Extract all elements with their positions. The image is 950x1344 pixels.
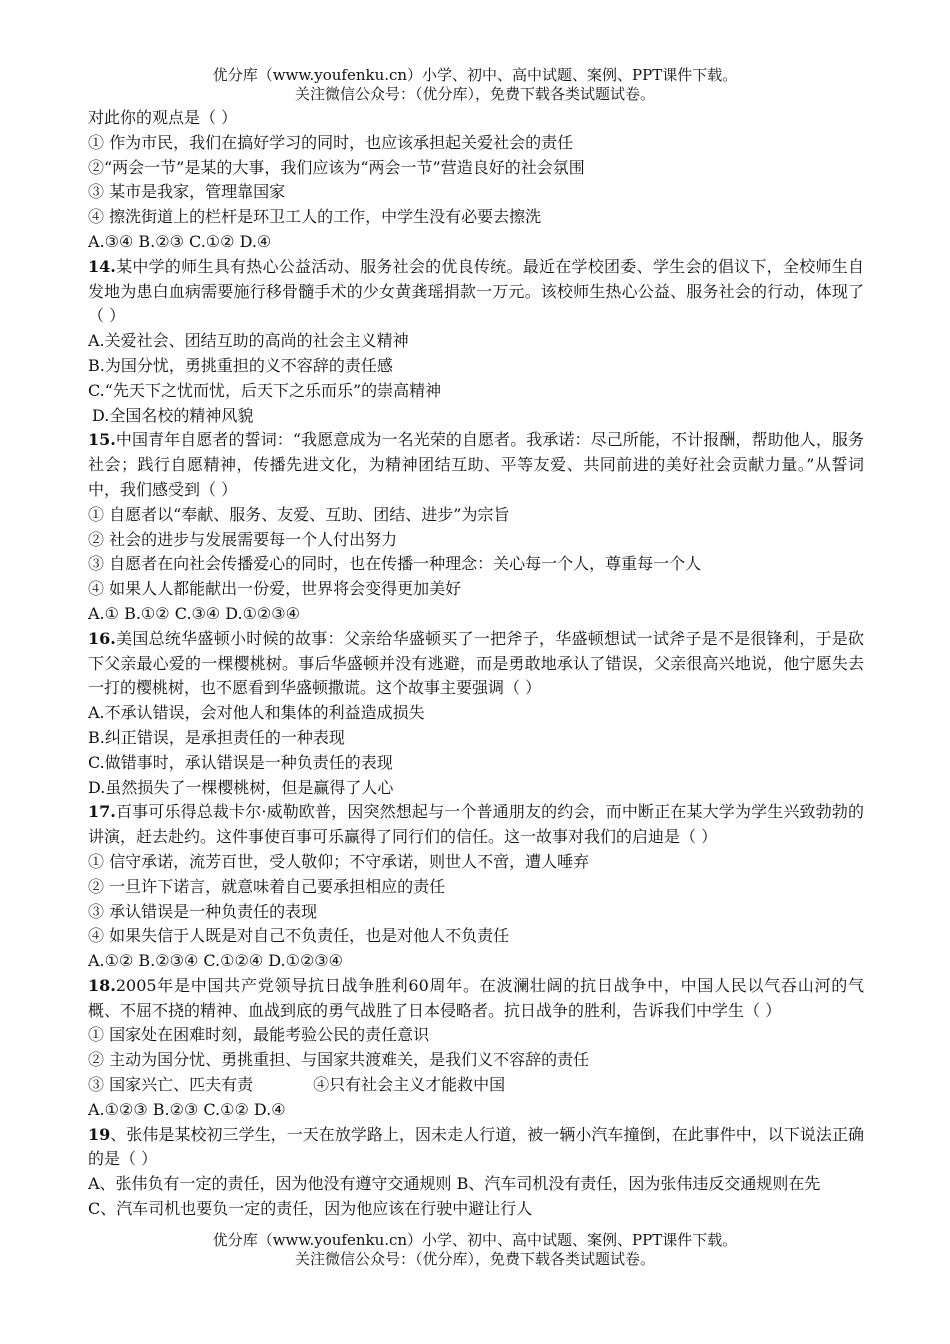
question-stem — [88, 1123, 864, 1173]
statement-item: ②“两会一节”是某的大事，我们应该为“两会一节”营造良好的社会氛围 — [88, 157, 585, 177]
question-stem — [88, 627, 864, 701]
header-line-1: 优分库（www.youfenku.cn）小学、初中、高中试题、案例、PPT课件下载。 — [212, 66, 738, 84]
answer-option: A.不承认错误，会对他人和集体的利益造成损失 — [88, 703, 425, 723]
statement-item: ③ 国家兴亡、匹夫有责 — [88, 1075, 254, 1095]
statement-item: ① 信守承诺，流芳百世，受人敬仰；不守承诺，则世人不啻，遭人唾弃 — [88, 851, 590, 871]
answer-option: C.做错事时，承认错误是一种负责任的表现 — [88, 752, 393, 772]
answer-option: A、张伟负有一定的责任，因为他没有遵守交通规则 B、汽车司机没有责任，因为张伟违反交通规则在先 — [88, 1174, 821, 1194]
statement-row — [88, 1073, 864, 1098]
question-content — [88, 106, 864, 1222]
question-stem — [88, 255, 864, 329]
question-number: 17. — [88, 802, 116, 822]
answer-option: C、汽车司机也要负一定的责任，因为他应该在行驶中避让行人 — [88, 1199, 533, 1219]
statement-item: ② 主动为国分忧、勇挑重担、与国家共渡难关，是我们义不容辞的责任 — [88, 1050, 590, 1070]
header-line-2: 关注微信公众号：（优分库），免费下载各类试题试卷。 — [294, 85, 655, 103]
question-stem: 对此你的观点是（ ） — [88, 108, 238, 127]
question-text: 美国总统华盛顿小时候的故事：父亲给华盛顿买了一把斧子，华盛顿想试一试斧子是不是很锋利，于是砍下父亲最心爱的一棵樱桃树。事后华盛顿并没有逃避，而是勇敢地承认了错误，父亲很高兴地说，他宁愿失去一打的樱桃树，也不愿看到华盛顿撒谎。这个故事主要强调（ ） — [88, 628, 864, 698]
answer-options: A.①②③ B.②③ C.①② D.④ — [88, 1099, 286, 1119]
statement-item: ① 自愿者以“奉献、服务、友爱、互助、团结、进步”为宗旨 — [88, 504, 510, 524]
answer-option: C.“先天下之忧而忧，后天下之乐而乐”的崇高精神 — [88, 380, 442, 400]
question-14 — [88, 255, 864, 429]
statement-item: ③ 自愿者在向社会传播爱心的同时，也在传播一种理念：关心每一个人，尊重每一个人 — [88, 554, 702, 574]
answer-option: D.虽然损失了一棵樱桃树，但是赢得了人心 — [88, 777, 394, 797]
question-text: 、张伟是某校初三学生，一天在放学路上，因未走人行道，被一辆小汽车撞倒，在此事件中，以下说法正确的是（ ） — [88, 1124, 864, 1169]
question-18 — [88, 974, 864, 1123]
answer-option: D.全国名校的精神风貌 — [92, 405, 254, 425]
statement-item: ④ 如果失信于人既是对自己不负责任，也是对他人不负责任 — [88, 926, 510, 946]
question-number: 19 — [88, 1124, 111, 1144]
question-number: 14. — [88, 256, 116, 276]
statement-item: ③ 某市是我家，管理靠国家 — [88, 182, 286, 202]
question-19 — [88, 1123, 864, 1222]
question-number: 18. — [88, 975, 116, 995]
answer-options: A.① B.①② C.③④ D.①②③④ — [88, 603, 300, 623]
statement-item: ② 社会的进步与发展需要每一个人付出努力 — [88, 529, 398, 549]
statement-item: ① 国家处在困难时刻，最能考验公民的责任意识 — [88, 1025, 430, 1045]
statement-item: ④只有社会主义才能救中国 — [313, 1075, 506, 1095]
statement-item: ④ 如果人人都能献出一份爱，世界将会变得更加美好 — [88, 579, 462, 599]
statement-item: ① 作为市民，我们在搞好学习的同时，也应该承担起关爱社会的责任 — [88, 132, 574, 152]
answer-option: B.为国分忧，勇挑重担的义不容辞的责任感 — [88, 355, 393, 375]
question-text: 某中学的师生具有热心公益活动、服务社会的优良传统。最近在学校团委、学生会的倡议下，全校师生自发地为患白血病需要施行移骨髓手术的少女黄龚瑶捐款一万元。该校师生热心公益、服务社会的行动，体现了（ ） — [88, 256, 864, 326]
answer-options: A.③④ B.②③ C.①② D.④ — [88, 231, 272, 251]
question-number: 15. — [88, 430, 116, 450]
question-17 — [88, 800, 864, 974]
question-number: 16. — [88, 628, 116, 648]
question-15 — [88, 428, 864, 626]
question-stem — [88, 974, 864, 1024]
question-text: 中国青年自愿者的誓词：“我愿意成为一名光荣的自愿者。我承诺：尽己所能，不计报酬，帮助他人，服务社会；践行自愿精神，传播先进文化，为精神团结互助、平等友爱、共同前进的美好社会贡献力量。”从誓词中，我们感受到（ ） — [88, 430, 864, 499]
statement-item: ③ 承认错误是一种负责任的表现 — [88, 901, 318, 921]
question-13-tail — [88, 106, 864, 255]
question-16 — [88, 627, 864, 801]
page-footer — [0, 1231, 950, 1269]
footer-line-2: 关注微信公众号：（优分库），免费下载各类试题试卷。 — [294, 1250, 655, 1268]
statement-item: ④ 擦洗街道上的栏杆是环卫工人的工作，中学生没有必要去擦洗 — [88, 207, 542, 227]
answer-option: A.关爱社会、团结互助的高尚的社会主义精神 — [88, 331, 409, 351]
footer-line-1: 优分库（www.youfenku.cn）小学、初中、高中试题、案例、PPT课件下载。 — [212, 1231, 738, 1249]
question-stem — [88, 800, 864, 850]
answer-options: A.①② B.②③④ C.①②④ D.①②③④ — [88, 951, 343, 971]
question-text: 百事可乐得总裁卡尔·威勒欧普，因突然想起与一个普通朋友的约会，而中断正在某大学为学生兴致勃勃的讲演，赶去赴约。这件事使百事可乐赢得了同行们的信任。这一故事对我们的启迪是（ ） — [88, 802, 864, 847]
statement-item: ② 一旦许下诺言，就意味着自己要承担相应的责任 — [88, 876, 446, 896]
question-text: 2005年是中国共产党领导抗日战争胜利60周年。在波澜壮阔的抗日战争中，中国人民以气吞山河的气概、不屈不挠的精神、血战到底的勇气战胜了日本侵略者。抗日战争的胜利，告诉我们中学生（ ） — [88, 975, 864, 1020]
question-stem — [88, 428, 864, 502]
page-header — [0, 66, 950, 104]
answer-option: B.纠正错误，是承担责任的一种表现 — [88, 727, 345, 747]
